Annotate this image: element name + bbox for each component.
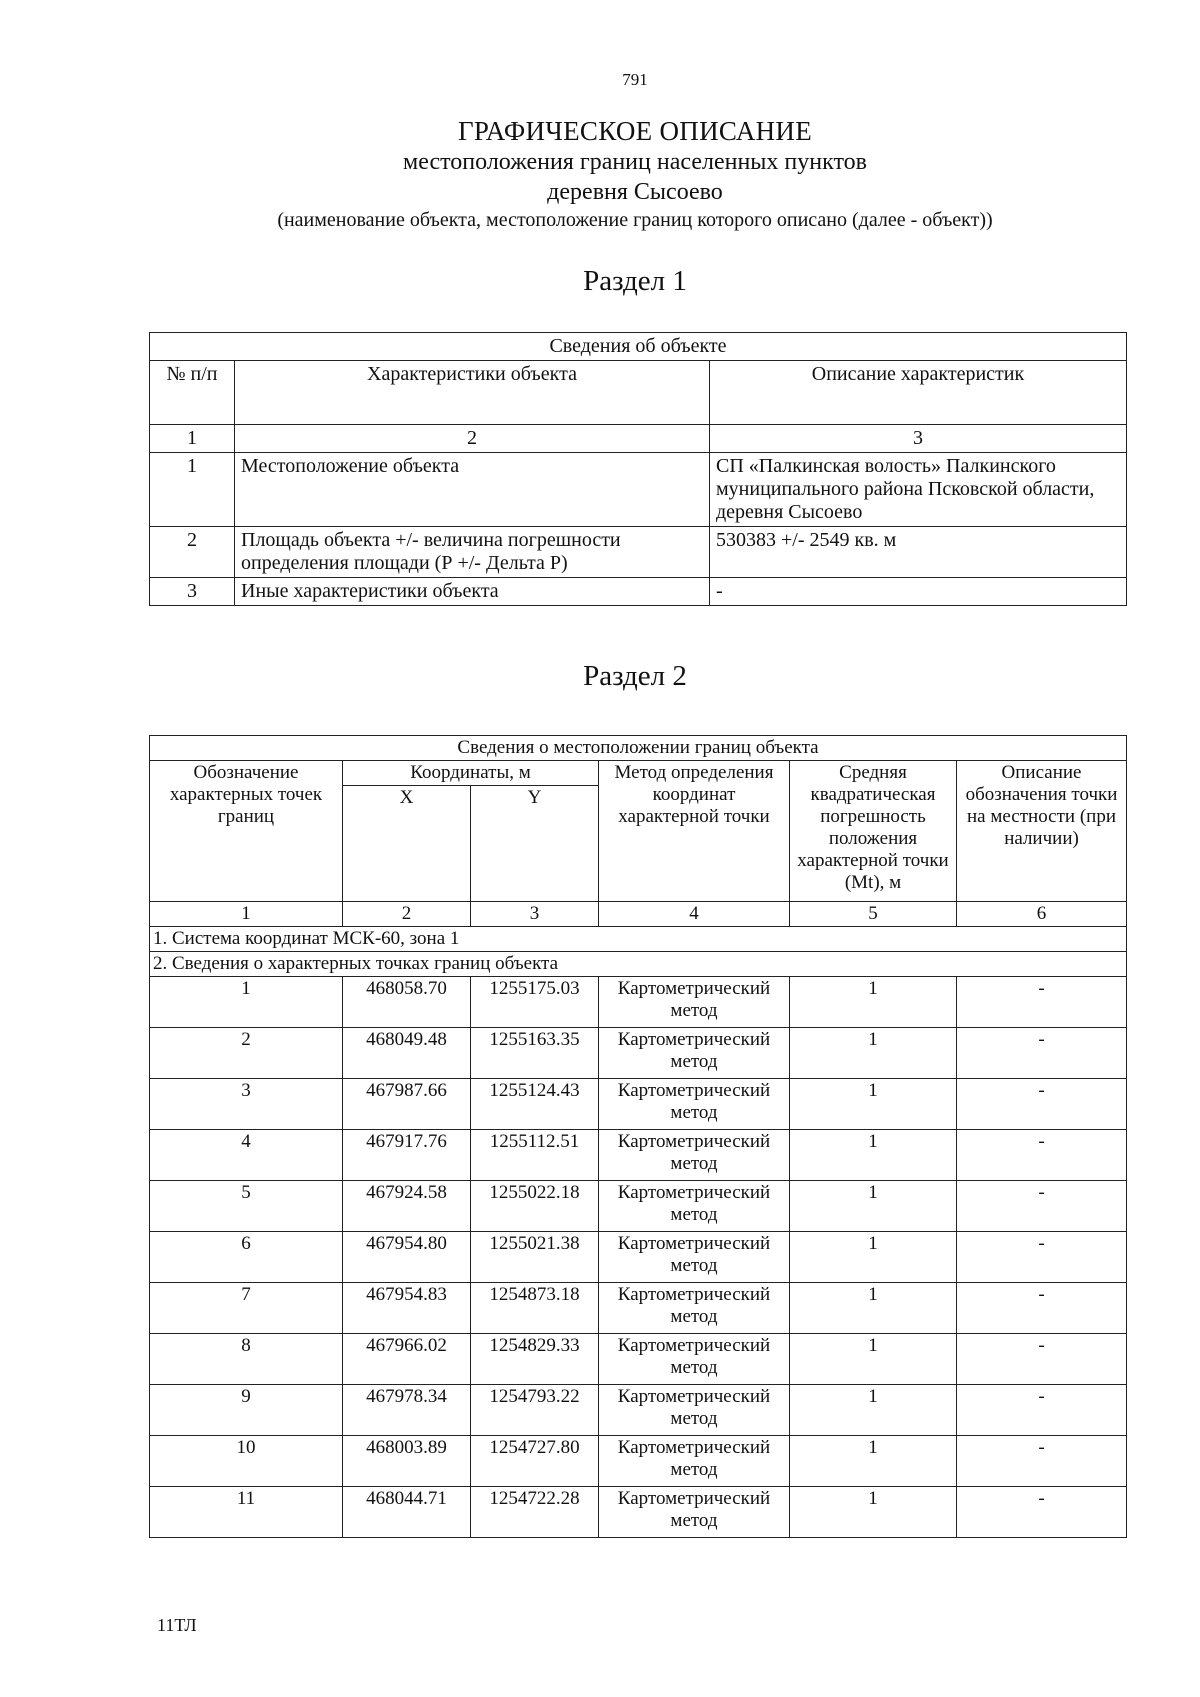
point-id: 9 bbox=[150, 1385, 343, 1436]
error-mt: 1 bbox=[790, 1079, 957, 1130]
error-mt: 1 bbox=[790, 1334, 957, 1385]
coordinate-x: 467924.58 bbox=[343, 1181, 471, 1232]
characteristic-name: Местоположение объекта bbox=[235, 453, 710, 527]
point-id: 2 bbox=[150, 1028, 343, 1079]
column-header-description: Описание обозначения точки на местности (при наличии) bbox=[957, 761, 1127, 902]
method: Картометрический метод bbox=[599, 1232, 790, 1283]
method: Картометрический метод bbox=[599, 1436, 790, 1487]
coordinate-y: 1255175.03 bbox=[471, 977, 599, 1028]
document-subtitle: местоположения границ населенных пунктов bbox=[403, 149, 867, 175]
row-number: 3 bbox=[150, 578, 235, 606]
characteristic-value: 530383 +/- 2549 кв. м bbox=[710, 527, 1127, 578]
point-id: 7 bbox=[150, 1283, 343, 1334]
table-row bbox=[150, 1232, 1127, 1283]
point-description: - bbox=[957, 1130, 1127, 1181]
table-row bbox=[150, 977, 1127, 1028]
column-number: 2 bbox=[343, 902, 471, 927]
characteristic-name: Площадь объекта +/- величина погрешности определения площади (Р +/- Дельта Р) bbox=[235, 527, 710, 578]
coordinate-x: 468003.89 bbox=[343, 1436, 471, 1487]
method: Картометрический метод bbox=[599, 1385, 790, 1436]
point-description: - bbox=[957, 1283, 1127, 1334]
method: Картометрический метод bbox=[599, 1334, 790, 1385]
point-description: - bbox=[957, 1028, 1127, 1079]
coordinate-y: 1255163.35 bbox=[471, 1028, 599, 1079]
object-info-table bbox=[149, 332, 1127, 606]
coordinate-system: 1. Система координат МСК-60, зона 1 bbox=[150, 927, 1127, 952]
error-mt: 1 bbox=[790, 977, 957, 1028]
row-number: 2 bbox=[150, 527, 235, 578]
characteristic-value: - bbox=[710, 578, 1127, 606]
coordinate-x: 467987.66 bbox=[343, 1079, 471, 1130]
method: Картометрический метод bbox=[599, 1130, 790, 1181]
error-mt: 1 bbox=[790, 1130, 957, 1181]
error-mt: 1 bbox=[790, 1436, 957, 1487]
point-id: 11 bbox=[150, 1487, 343, 1538]
column-number: 6 bbox=[957, 902, 1127, 927]
coordinate-y: 1255112.51 bbox=[471, 1130, 599, 1181]
point-id: 6 bbox=[150, 1232, 343, 1283]
column-header-point: Обозначение характерных точек границ bbox=[150, 761, 343, 902]
error-mt: 1 bbox=[790, 1181, 957, 1232]
coordinate-y: 1255124.43 bbox=[471, 1079, 599, 1130]
coordinate-x: 467966.02 bbox=[343, 1334, 471, 1385]
points-section-title: 2. Сведения о характерных точках границ объекта bbox=[150, 952, 1127, 977]
page-number: 791 bbox=[622, 70, 648, 89]
coordinate-x: 468049.48 bbox=[343, 1028, 471, 1079]
point-description: - bbox=[957, 1232, 1127, 1283]
error-mt: 1 bbox=[790, 1385, 957, 1436]
table-row bbox=[150, 527, 1127, 578]
coordinate-x: 468044.71 bbox=[343, 1487, 471, 1538]
coordinate-y: 1254727.80 bbox=[471, 1436, 599, 1487]
footer-code: 11ТЛ bbox=[157, 1615, 197, 1635]
section-1-heading: Раздел 1 bbox=[583, 265, 687, 297]
point-description: - bbox=[957, 1079, 1127, 1130]
point-id: 8 bbox=[150, 1334, 343, 1385]
method: Картометрический метод bbox=[599, 1487, 790, 1538]
column-header-x: X bbox=[343, 786, 471, 902]
object-info-table-title: Сведения об объекте bbox=[150, 333, 1127, 361]
characteristic-value: СП «Палкинская волость» Палкинского муниципального района Псковской области, деревня Сысоево bbox=[710, 453, 1127, 527]
section-2-heading: Раздел 2 bbox=[583, 660, 687, 692]
coordinate-y: 1255021.38 bbox=[471, 1232, 599, 1283]
characteristic-name: Иные характеристики объекта bbox=[235, 578, 710, 606]
point-id: 4 bbox=[150, 1130, 343, 1181]
column-header-number: № п/п bbox=[150, 361, 235, 425]
column-header-y: Y bbox=[471, 786, 599, 902]
column-number: 2 bbox=[235, 425, 710, 453]
coordinate-y: 1254873.18 bbox=[471, 1283, 599, 1334]
point-description: - bbox=[957, 977, 1127, 1028]
column-number: 1 bbox=[150, 902, 343, 927]
error-mt: 1 bbox=[790, 1232, 957, 1283]
coordinate-x: 467978.34 bbox=[343, 1385, 471, 1436]
column-header-characteristic: Характеристики объекта bbox=[235, 361, 710, 425]
boundary-points-table bbox=[149, 735, 1127, 1538]
coordinate-x: 467954.83 bbox=[343, 1283, 471, 1334]
object-name-note: (наименование объекта, местоположение границ которого описано (далее - объект)) bbox=[277, 209, 993, 231]
table-row bbox=[150, 1079, 1127, 1130]
table-row bbox=[150, 1283, 1127, 1334]
column-number: 1 bbox=[150, 425, 235, 453]
document-header bbox=[0, 115, 1200, 233]
table-row bbox=[150, 578, 1127, 606]
point-description: - bbox=[957, 1181, 1127, 1232]
column-header-error: Средняя квадратическая погрешность положения характерной точки (Mt), м bbox=[790, 761, 957, 902]
coordinate-x: 468058.70 bbox=[343, 977, 471, 1028]
boundary-table-title: Сведения о местоположении границ объекта bbox=[150, 736, 1127, 761]
point-id: 3 bbox=[150, 1079, 343, 1130]
coordinate-y: 1255022.18 bbox=[471, 1181, 599, 1232]
table-row bbox=[150, 1181, 1127, 1232]
error-mt: 1 bbox=[790, 1487, 957, 1538]
coordinate-y: 1254829.33 bbox=[471, 1334, 599, 1385]
point-id: 10 bbox=[150, 1436, 343, 1487]
column-number: 3 bbox=[710, 425, 1127, 453]
point-description: - bbox=[957, 1436, 1127, 1487]
point-id: 1 bbox=[150, 977, 343, 1028]
object-name: деревня Сысоево bbox=[547, 179, 723, 205]
table-row bbox=[150, 1028, 1127, 1079]
table-row bbox=[150, 453, 1127, 527]
row-number: 1 bbox=[150, 453, 235, 527]
table-row bbox=[150, 1436, 1127, 1487]
error-mt: 1 bbox=[790, 1028, 957, 1079]
coordinate-x: 467917.76 bbox=[343, 1130, 471, 1181]
column-header-coordinates: Координаты, м bbox=[343, 761, 599, 786]
table-row bbox=[150, 1334, 1127, 1385]
column-number: 3 bbox=[471, 902, 599, 927]
table-row bbox=[150, 1487, 1127, 1538]
points-list bbox=[150, 977, 1127, 1538]
method: Картометрический метод bbox=[599, 1181, 790, 1232]
column-number: 4 bbox=[599, 902, 790, 927]
column-header-description: Описание характеристик bbox=[710, 361, 1127, 425]
table-row bbox=[150, 1385, 1127, 1436]
point-description: - bbox=[957, 1487, 1127, 1538]
point-description: - bbox=[957, 1334, 1127, 1385]
point-id: 5 bbox=[150, 1181, 343, 1232]
column-header-method: Метод определения координат характерной точки bbox=[599, 761, 790, 902]
coordinate-y: 1254793.22 bbox=[471, 1385, 599, 1436]
method: Картометрический метод bbox=[599, 977, 790, 1028]
method: Картометрический метод bbox=[599, 1283, 790, 1334]
coordinate-x: 467954.80 bbox=[343, 1232, 471, 1283]
coordinate-y: 1254722.28 bbox=[471, 1487, 599, 1538]
method: Картометрический метод bbox=[599, 1028, 790, 1079]
table-row bbox=[150, 1130, 1127, 1181]
document-title: ГРАФИЧЕСКОЕ ОПИСАНИЕ bbox=[457, 116, 813, 146]
method: Картометрический метод bbox=[599, 1079, 790, 1130]
column-number: 5 bbox=[790, 902, 957, 927]
point-description: - bbox=[957, 1385, 1127, 1436]
error-mt: 1 bbox=[790, 1283, 957, 1334]
